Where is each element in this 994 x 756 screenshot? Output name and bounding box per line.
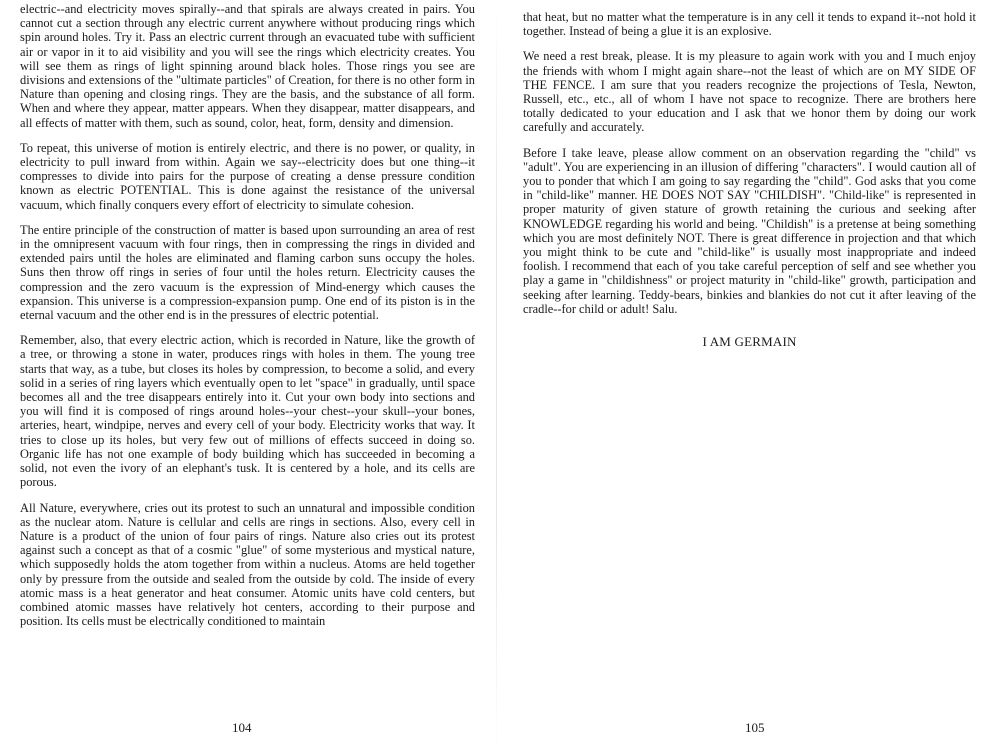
left-paragraph-4: Remember, also, that every electric action, which is recorded in Nature, like the growth of a tree, or throwing a stone in water, produces rings with holes in them. The young tree starts that way, as a tube, but closes its holes by compression, to become a solid, and every solid in a series of ring layers which eventually open to let "space" in gradually, until space becomes all and the tree disappears entirely into it. Cut your own body into sections and you will find it is composed of rings around holes--your chest--your skull--your bones, arteries, heart, windpipe, nerves and every cell of your body. Electricity works that way. It tries to close up its holes, but very few out of millions of effects succeed in doing so. Organic life has not one example of body building which has succeeded in becoming a solid, not even the ivory of an elephant's tusk. It is centered by a hole, and its cells are porous. [20, 333, 475, 490]
right-page [497, 0, 994, 756]
right-page-number: 105 [745, 720, 765, 735]
left-paragraph-5: All Nature, everywhere, cries out its protest to such an unnatural and impossible condition as the nuclear atom. Nature is cellular and cells are rings in sections. Also, every cell in Nature is a product of the union of four pairs of rings. Nature also cries out its protest against such a concept as that of a cosmic "glue" of some mysterious and mystical nature, which supposedly holds the atom together from within a nucleus. Atoms are held together only by pressure from the outside and sealed from the outside by cold. The inside of every atomic mass is a heat generator and heat consumer. Atomic units have cold centers, but combined atomic masses have relatively hot centers, according to their purpose and position. Its cells must be electrically conditioned to maintain [20, 500, 475, 629]
left-paragraph-3: The entire principle of the construction of matter is based upon surrounding an area of rest in the omnipresent vacuum with four rings, then in compressing the rings in divided and extended pairs until the holes are eliminated and flaming carbon suns occupy the holes. Suns then throw off rings in series of four until the holes return. Electricity causes the compression and the zero vacuum is the expression of Mind-energy which causes the expansion. This universe is a compression-expansion pump. One end of its piston is in the eternal vacuum and the other end is in the pressures of electric potential. [20, 222, 475, 323]
left-page-number: 104 [232, 720, 252, 735]
right-paragraph-3: Before I take leave, please allow comment on an observation regarding the "child" vs "adult". You are experiencing in an illusion of differing "characters". I would caution all of you to ponder that which I am going to say regarding the "child". God asks that you come in "child-like" manner. HE DOES NOT SAY "CHILDISH". "Child-like" is represented in proper maturity of given stature of growth retaining the curious and seeking after KNOWLEDGE regarding his world and being. "Childish" is a pretense at being something which you are most definitely NOT. There is great difference in projection and that which you might think to be cute and "child-like" is usually most inappropriate and indeed foolish. I recommend that each of you take careful perception of self and see whether you play a game in "childishness" or project maturity in "child-like" growth, participation and seeking after learning. Teddy-bears, binkies and blankies do not cut it after leaving of the cradle--for child or adult! Salu. [523, 145, 976, 316]
right-paragraph-2: We need a rest break, please. It is my pleasure to again work with you and I much enjoy the friends with whom I might again share--not the least of which are on MY SIDE OF THE FENCE. I am sure that you readers recognize the projections of Tesla, Newton, Russell, etc., etc., all of whom I have not space to recognize. There are brothers here totally dedicated to your education and I ask that we honor them by doing our work carefully and accurately. [523, 49, 976, 135]
left-paragraph-2: To repeat, this universe of motion is entirely electric, and there is no power, or quality, in electricity to pull inward from within. Again we say--electricity does but one thing--it compresses to divide into pairs for the purpose of creating a dense pressure condition known as electric POTENTIAL. This is done against the resistance of the universal vacuum, which finally conquers every effort of electricity to simulate cohesion. [20, 140, 475, 212]
right-paragraph-1: that heat, but no matter what the temperature is in any cell it tends to expand it--not hold it together. Instead of being a glue it is an explosive. [523, 10, 976, 39]
signature: I AM GERMAIN [702, 334, 797, 350]
left-paragraph-1: electric--and electricity moves spirally--and that spirals are always created in pairs. You cannot cut a section through any electric current anywhere without producing rings which spin around holes. Try it. Pass an electric current through an evacuated tube with sufficient air or vapor in it to aid visibility and you will see the rings which electricity creates. You will see them as rings of light spinning around black holes. Those rings you see are divisions and extensions of the "ultimate particles" of Creation, for there is no other form in Nature than opening and closing rings. They are the basis, and the substance of all form. When and where they appear, matter appears. When they disappear, matter disappears, and all effects of matter with them, such as sound, color, heat, form, density and dimension. [20, 2, 475, 130]
